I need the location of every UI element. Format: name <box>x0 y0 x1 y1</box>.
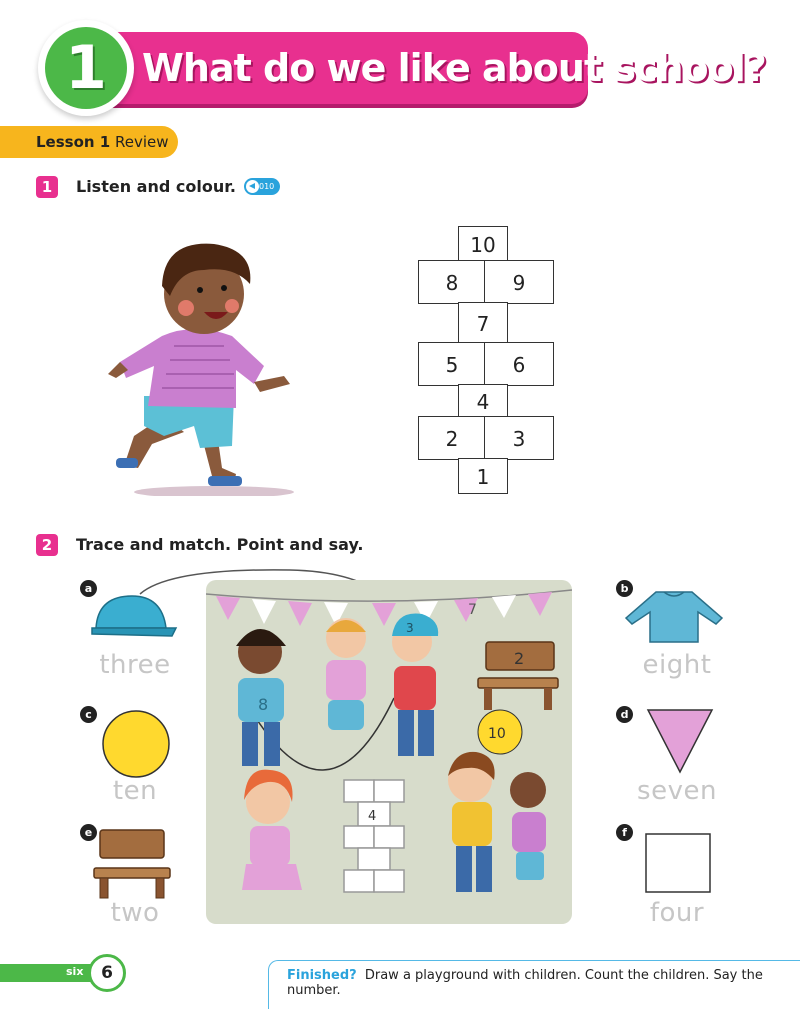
unit-number: 1 <box>45 27 127 109</box>
scene-number-eight: 8 <box>258 695 269 714</box>
trace-word-seven[interactable]: seven <box>637 776 717 806</box>
scene-number-two: 2 <box>514 649 525 668</box>
running-boy-illustration <box>104 236 304 496</box>
lesson-name: Review <box>115 133 169 151</box>
hopscotch-cell[interactable]: 3 <box>484 416 554 460</box>
scene-number-seven: 7 <box>468 602 477 618</box>
audio-track-number: 010 <box>259 182 275 191</box>
trace-word-four[interactable]: four <box>649 898 705 928</box>
hopscotch-cell[interactable]: 4 <box>458 384 508 418</box>
hopscotch-cell[interactable]: 7 <box>458 302 508 344</box>
trace-word-eight[interactable]: eight <box>642 650 712 680</box>
finished-label: Finished? <box>287 968 357 983</box>
yellow-circle-icon[interactable] <box>100 708 172 780</box>
hopscotch-cell[interactable]: 5 <box>418 342 486 386</box>
finished-task-box <box>268 960 800 1009</box>
exercise-1-number: 1 <box>36 176 58 198</box>
trace-word-two[interactable]: two <box>110 898 160 928</box>
option-letter-c: c <box>80 706 97 723</box>
audio-button[interactable] <box>244 178 280 195</box>
sweater-icon[interactable] <box>624 588 724 644</box>
exercise-1-instruction: Listen and colour. <box>76 177 236 196</box>
option-letter-a: a <box>80 580 97 597</box>
bench-icon[interactable] <box>92 826 172 900</box>
option-letter-e: e <box>80 824 97 841</box>
hopscotch-grid <box>418 226 554 494</box>
hopscotch-cell[interactable]: 6 <box>484 342 554 386</box>
hopscotch-cell[interactable]: 8 <box>418 260 486 304</box>
hopscotch-cell[interactable]: 2 <box>418 416 486 460</box>
unit-title: What do we like about school? <box>142 46 766 90</box>
triangle-icon[interactable] <box>644 708 716 776</box>
finished-text: Draw a playground with children. Count the children. Say the number. <box>287 968 763 998</box>
hopscotch-cell[interactable]: 10 <box>458 226 508 262</box>
hopscotch-cell[interactable]: 1 <box>458 458 508 494</box>
hopscotch-cell[interactable]: 9 <box>484 260 554 304</box>
square-icon[interactable] <box>644 832 712 894</box>
page-number-word: six <box>66 965 84 978</box>
exercise-2-instruction: Trace and match. Point and say. <box>76 535 364 554</box>
trace-word-three[interactable]: three <box>99 650 171 680</box>
playground-illustration <box>206 580 572 924</box>
page-number: 6 <box>88 954 126 992</box>
option-letter-f: f <box>616 824 633 841</box>
playground-scene <box>206 580 572 924</box>
scene-number-ten: 10 <box>488 726 506 742</box>
scene-number-three: 3 <box>406 621 414 635</box>
option-letter-b: b <box>616 580 633 597</box>
lesson-label: Lesson 1 <box>36 133 111 151</box>
trace-word-ten[interactable]: ten <box>112 776 158 806</box>
lesson-tab <box>0 126 178 158</box>
speaker-icon <box>246 180 259 193</box>
scene-number-four: 4 <box>368 809 377 824</box>
option-letter-d: d <box>616 706 633 723</box>
exercise-2-number: 2 <box>36 534 58 556</box>
